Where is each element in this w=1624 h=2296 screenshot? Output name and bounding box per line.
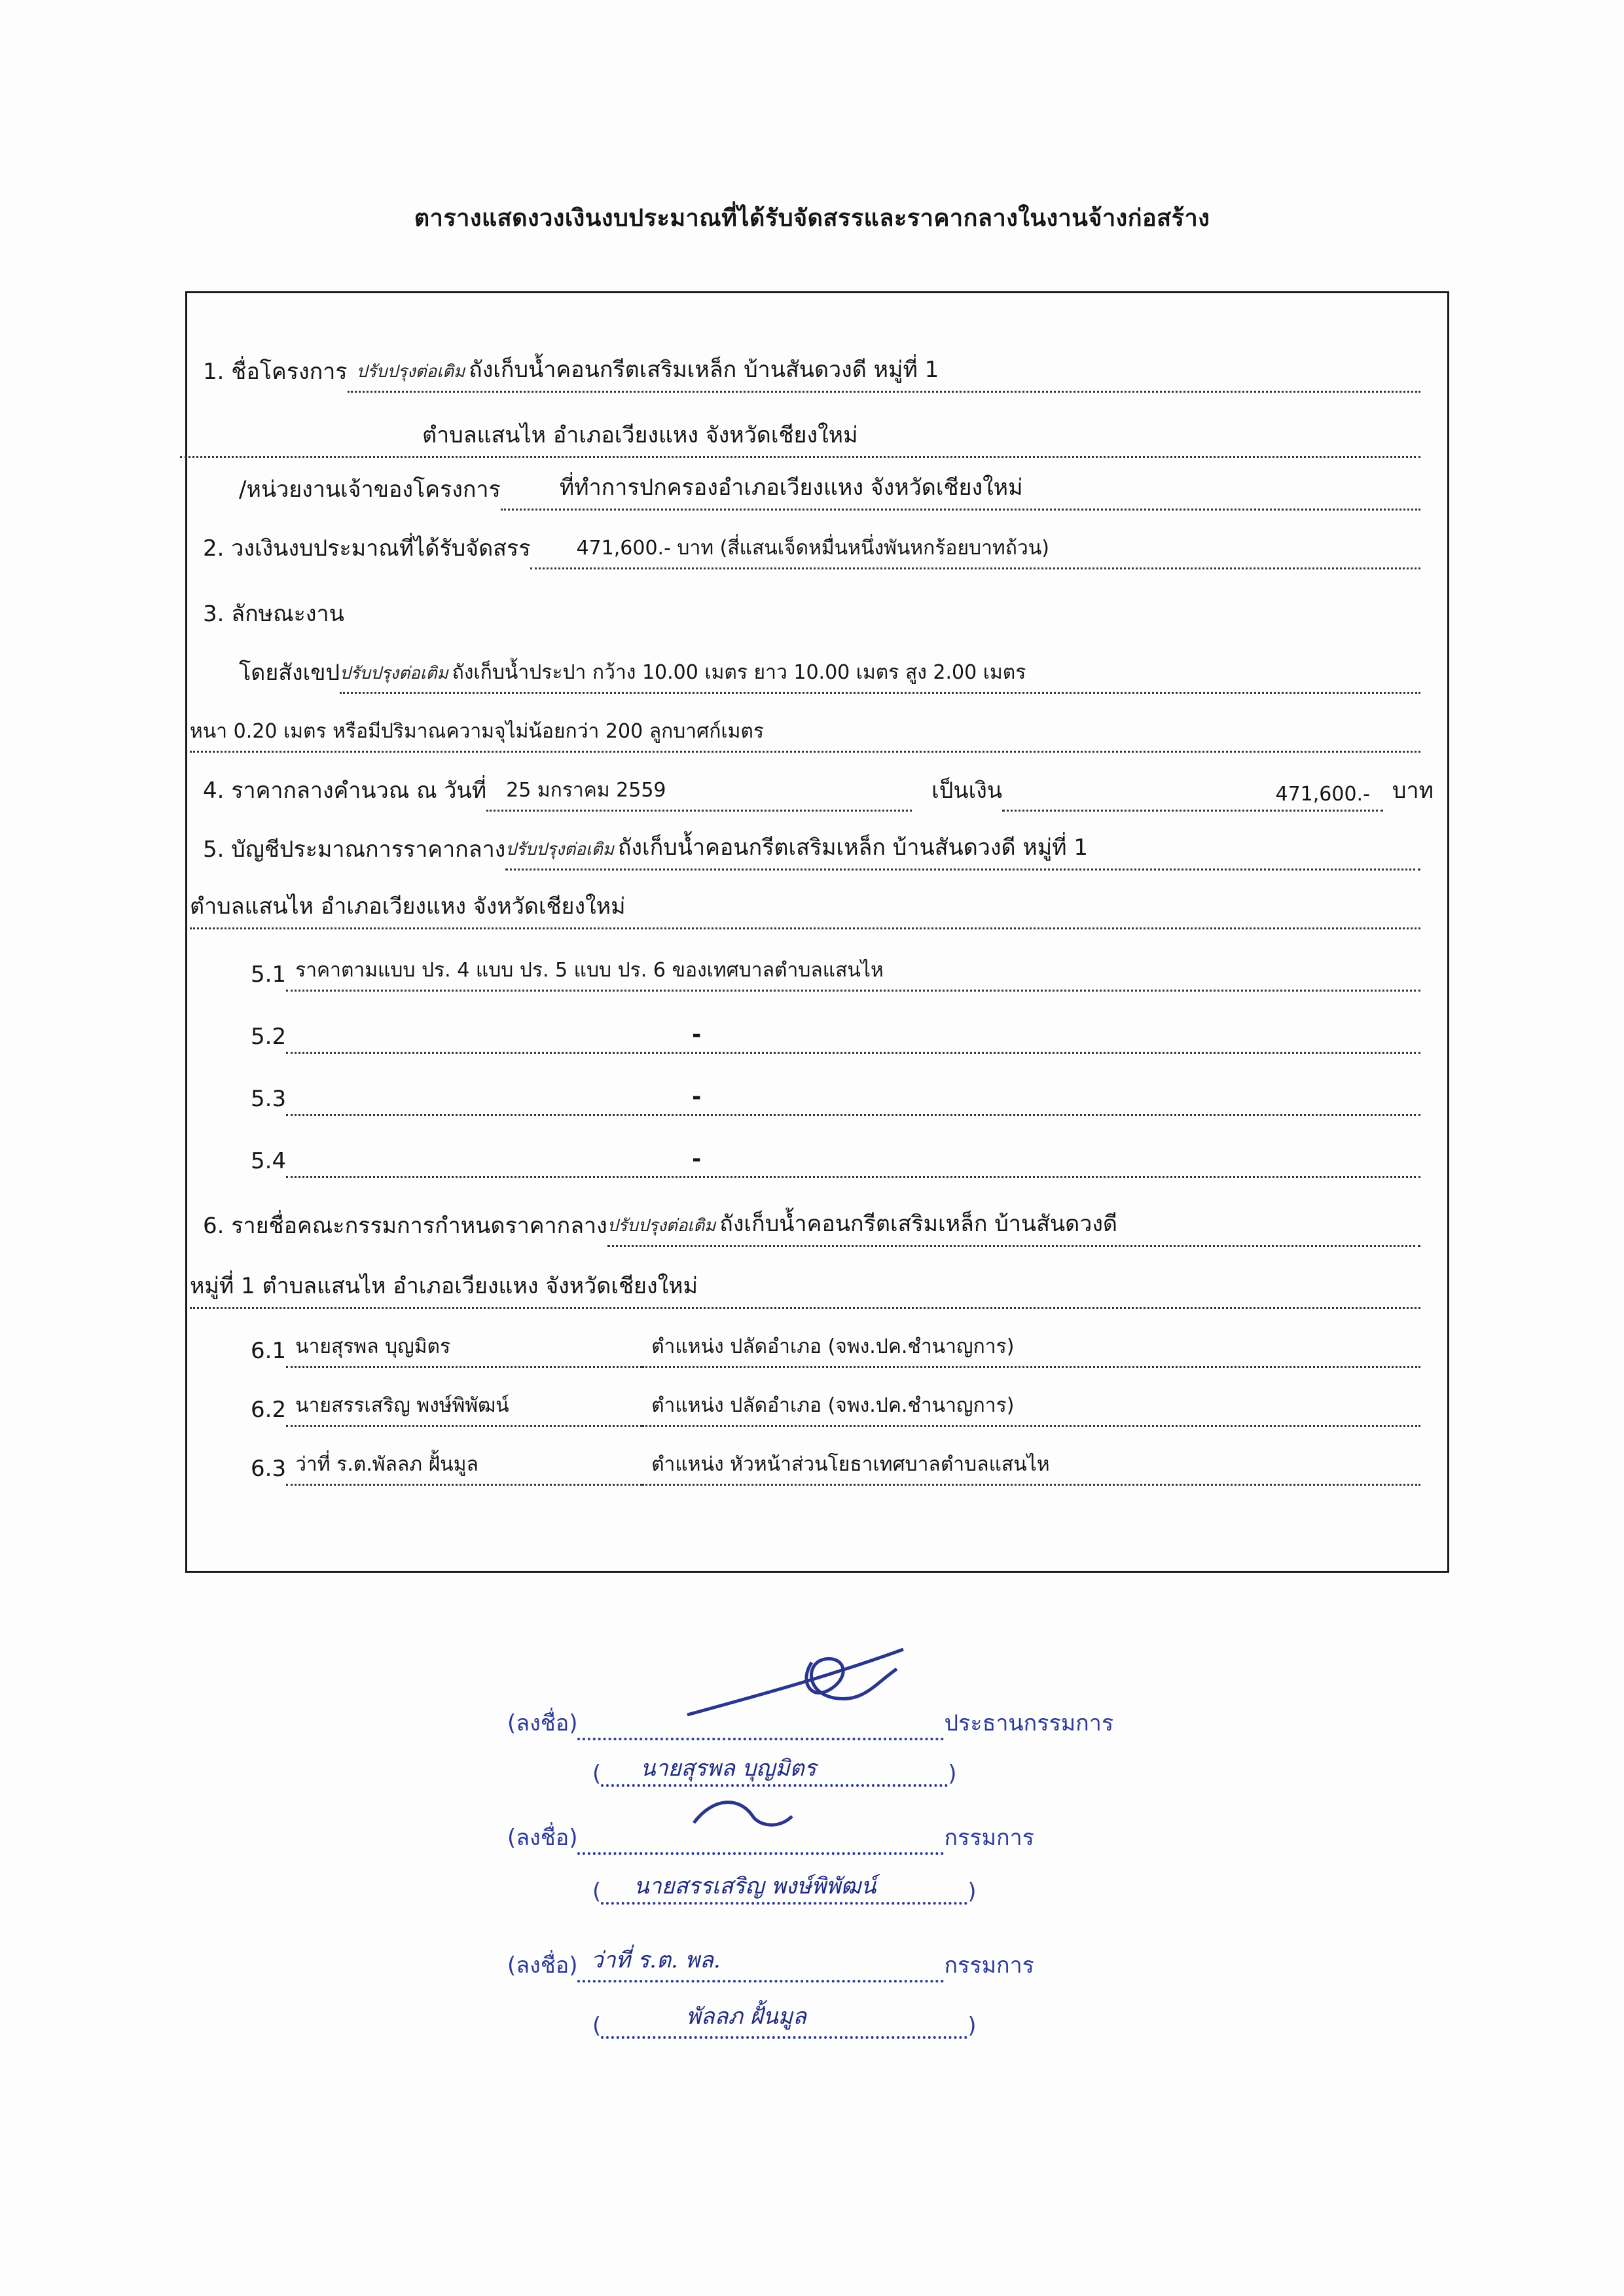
signature-row-3: [507, 1947, 1034, 1982]
item5-2-row: [251, 1014, 1420, 1054]
member-1-name: นายสุรพล บุญมิตร: [286, 1331, 642, 1368]
handwritten-correction: ปรับปรุงต่อเติม: [607, 1216, 716, 1236]
member-3-num: 6.3: [251, 1456, 287, 1482]
item4-row: [203, 772, 1434, 812]
item3-row: [203, 596, 1420, 635]
item5-3-text: -: [286, 1084, 1420, 1116]
role-member-2: กรรมการ: [944, 1952, 1034, 1979]
member-1-row: [251, 1329, 1420, 1368]
member-1-num: 6.1: [251, 1338, 287, 1364]
item3-label: 3. ลักษณะงาน: [203, 601, 344, 627]
calc-date: 25 มกราคม 2559: [486, 775, 912, 812]
signature-row-1: [507, 1705, 1113, 1740]
printed-name-3: ( พัลลภ ฝั้นมูล ): [592, 2013, 977, 2039]
item5-2-text: -: [286, 1022, 1420, 1054]
middle-price: 471,600.-: [1002, 783, 1383, 812]
item1-row: [203, 353, 1420, 393]
item5-row: [203, 831, 1420, 870]
item6-label: 6. รายชื่อคณะกรรมการกำหนดราคากลาง: [203, 1213, 607, 1239]
member-1-position: ตำแหน่ง ปลัดอำเภอ (จพง.ปค.ชำนาญการ): [642, 1331, 1420, 1368]
name-hand-3: พัลลภ ฝั้นมูล: [686, 2003, 806, 2030]
member-3-position: ตำแหน่ง หัวหน้าส่วนโยธาเทศบาลตำบลแสนไห: [642, 1449, 1420, 1486]
item5-1-num: 5.1: [251, 961, 287, 988]
item3-desc-row2: [190, 713, 1420, 753]
printed-name-1: ( นายสุรพล บุญมิตร ): [592, 1761, 957, 1787]
item5-label: 5. บัญชีประมาณการราคากลาง: [203, 836, 506, 863]
handwritten-correction: ปรับปรุงต่อเติม: [356, 362, 465, 382]
work-description-cont: หนา 0.20 เมตร หรือมีปริมาณความจุไม่น้อยกว่า 200 ลูกบาศก์เมตร: [190, 716, 1420, 753]
member-2-position: ตำแหน่ง ปลัดอำเภอ (จพง.ปค.ชำนาญการ): [642, 1390, 1420, 1427]
signature-row-2: [507, 1820, 1034, 1855]
item5-3-row: [251, 1077, 1420, 1116]
item5-row2: [190, 890, 1420, 929]
member-2-num: 6.2: [251, 1397, 287, 1423]
item5-1-text: ราคาตามแบบ ปร. 4 แบบ ปร. 5 แบบ ปร. 6 ของเทศบาลตำบลแสนไห: [286, 955, 1420, 992]
member-3-name: ว่าที่ ร.ต.พัลลภ ฝั้นมูล: [286, 1449, 642, 1486]
item6-row2: [190, 1270, 1420, 1309]
member-2-name: นายสรรเสริญ พงษ์พิพัฒน์: [286, 1390, 642, 1427]
item1-location: ตำบลแสนไห อำเภอเวียงแหง จังหวัดเชียงใหม่: [180, 417, 1420, 458]
item5-1-row: [251, 952, 1420, 992]
role-member-1: กรรมการ: [944, 1825, 1034, 1851]
item4-label: 4. ราคากลางคำนวณ ณ วันที่: [203, 778, 487, 804]
member-2-row: [251, 1388, 1420, 1427]
amount-unit: บาท: [1392, 778, 1434, 804]
agency-label: /หน่วยงานเจ้าของโครงการ: [239, 476, 501, 503]
handwritten-correction: ปรับปรุงต่อเติม: [340, 664, 448, 683]
handwritten-correction: ปรับปรุงต่อเติม: [505, 840, 614, 859]
item2-row: [203, 530, 1420, 569]
role-chairman: ประธานกรรมการ: [944, 1710, 1114, 1736]
item5-location: ตำบลแสนไห อำเภอเวียงแหง จังหวัดเชียงใหม่: [190, 888, 1420, 929]
item6-project: ปรับปรุงต่อเติม ถังเก็บน้ำคอนกรีตเสริมเหล็ก บ้านสันดวงดี: [607, 1206, 1420, 1247]
item6-location: หมู่ที่ 1 ตำบลแสนไห อำเภอเวียงแหง จังหวัดเชียงใหม่: [190, 1268, 1420, 1309]
member-3-row: [251, 1446, 1420, 1486]
item5-2-num: 5.2: [251, 1024, 287, 1050]
work-description: ปรับปรุงต่อเติม ถังเก็บน้ำประปา กว้าง 10.00 เมตร ยาว 10.00 เมตร สูง 2.00 เมตร: [340, 657, 1420, 694]
item5-4-row: [251, 1139, 1420, 1178]
sign-hand-3: ว่าที่ ร.ต. พล.: [590, 1947, 721, 1973]
item5-4-num: 5.4: [251, 1148, 287, 1174]
item5-3-num: 5.3: [251, 1086, 287, 1112]
budget-amount: 471,600.- บาท (สี่แสนเจ็ดหมื่นหนึ่งพันหกร้อยบาทถ้วน): [530, 533, 1420, 569]
name-hand-1: นายสุรพล บุญมิตร: [640, 1755, 816, 1782]
item5-4-text: -: [286, 1146, 1420, 1178]
name-hand-2: นายสรรเสริญ พงษ์พิพัฒน์: [634, 1873, 876, 1899]
item5-project: ปรับปรุงต่อเติม ถังเก็บน้ำคอนกรีตเสริมเหล็ก บ้านสันดวงดี หมู่ที่ 1: [505, 829, 1420, 870]
document-title: ตารางแสดงวงเงินงบประมาณที่ได้รับจัดสรรและราคากลางในงานจ้างก่อสร้าง: [414, 205, 1210, 232]
item1-project-name: ปรับปรุงต่อเติม ถังเก็บน้ำคอนกรีตเสริมเหล็ก บ้านสันดวงดี หมู่ที่ 1: [348, 351, 1420, 393]
item1-label: 1. ชื่อโครงการ: [203, 359, 348, 385]
item1-row2: [180, 419, 1420, 458]
item3-desc-row: [239, 655, 1420, 694]
item1-agency-row: [239, 471, 1420, 511]
sign-label-1: (ลงชื่อ): [507, 1710, 578, 1736]
sign-label-3: (ลงชื่อ): [507, 1952, 578, 1979]
sign-label-2: (ลงชื่อ): [507, 1825, 578, 1851]
item3-prefix: โดยสังเขป: [239, 660, 340, 686]
printed-name-2: ( นายสรรเสริญ พงษ์พิพัฒน์ ): [592, 1878, 977, 1905]
item2-label: 2. วงเงินงบประมาณที่ได้รับจัดสรร: [203, 535, 531, 562]
item6-row: [203, 1208, 1420, 1247]
agency-value: ที่ทำการปกครองอำเภอเวียงแหง จังหวัดเชียงใหม่: [501, 469, 1420, 511]
amount-label: เป็นเงิน: [931, 778, 1003, 804]
